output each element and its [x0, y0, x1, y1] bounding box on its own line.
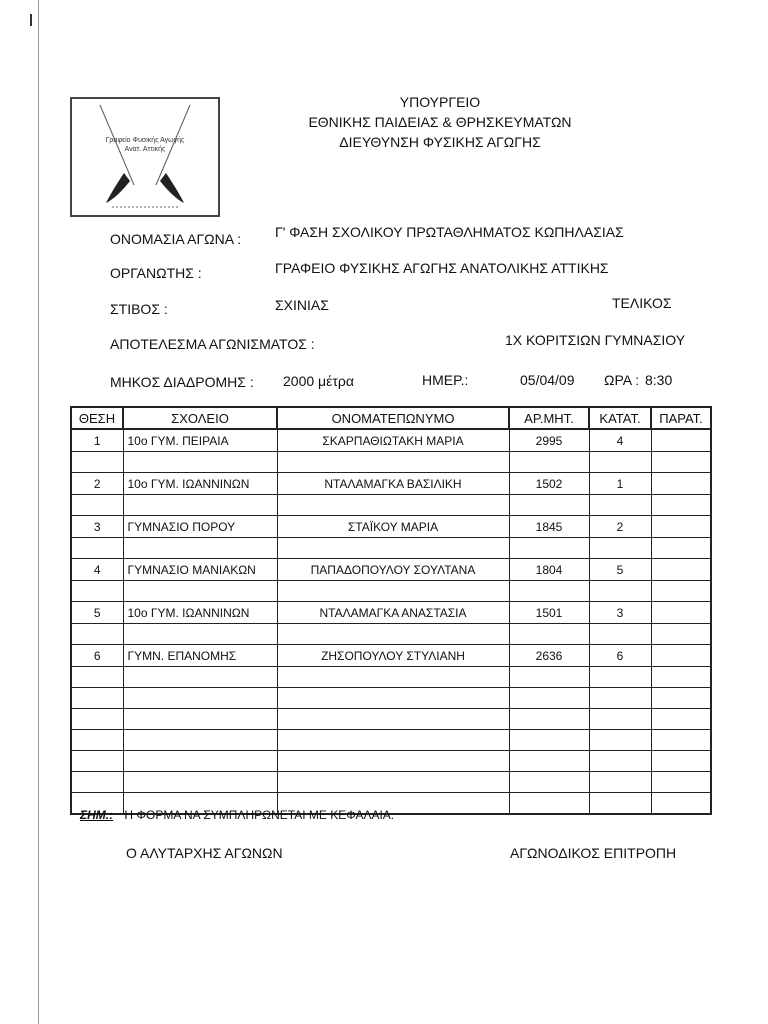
- result-value: 1Χ ΚΟΡΙΤΣΙΩΝ ΓΥΜΝΑΣΙΟΥ: [505, 332, 686, 348]
- table-row: [71, 473, 711, 495]
- table-row-spacer: [71, 452, 711, 473]
- race-name-label: ΟΝΟΜΑΣΙΑ ΑΓΩΝΑ :: [110, 231, 242, 247]
- form-note: [80, 808, 394, 822]
- table-row: [71, 559, 711, 581]
- table-row: [71, 429, 711, 452]
- distance-label: ΜΗΚΟΣ ΔΙΑΔΡΟΜΗΣ :: [110, 374, 254, 390]
- ministry-line1: ΥΠΟΥΡΓΕΙΟ: [399, 94, 481, 110]
- cell-name: ΝΤΑΛΑΜΑΓΚΑ ΑΝΑΣΤΑΣΙΑ: [277, 602, 509, 624]
- note-label: ΣΗΜ.:: [80, 808, 114, 822]
- course-label: ΣΤΙΒΟΣ :: [110, 301, 168, 317]
- header-reg-number: ΑΡ.ΜΗΤ.: [509, 407, 589, 429]
- header-school: ΣΧΟΛΕΙΟ: [123, 407, 277, 429]
- referee-signature-label: Ο ΑΛΥΤΑΡΧΗΣ ΑΓΩΝΩΝ: [126, 845, 283, 861]
- date-label: ΗΜΕΡ.:: [422, 372, 469, 388]
- stage-value: ΤΕΛΙΚΟΣ: [612, 295, 672, 311]
- ministry-header: [230, 92, 650, 152]
- header-ranking: ΚΑΤΑΤ.: [589, 407, 651, 429]
- oars-emblem-icon: [72, 99, 218, 215]
- cell-school: 10ο ΓΥΜ. ΠΕΙΡΑΙΑ: [123, 429, 277, 452]
- cell-school: ΓΥΜΝ. ΕΠΑΝΟΜΗΣ: [123, 645, 277, 667]
- cell-school: 10ο ΓΥΜ. ΙΩΑΝΝΙΝΩΝ: [123, 602, 277, 624]
- office-logo: [70, 97, 220, 217]
- organizer-value: ΓΡΑΦΕΙΟ ΦΥΣΙΚΗΣ ΑΓΩΓΗΣ ΑΝΑΤΟΛΙΚΗΣ ΑΤΤΙΚΗΣ: [275, 260, 609, 276]
- cell-remarks: [651, 429, 711, 452]
- header-remarks: ΠΑΡΑΤ.: [651, 407, 711, 429]
- ministry-line3: ΔΙΕΥΘΥΝΣΗ ΦΥΣΙΚΗΣ ΑΓΩΓΗΣ: [339, 134, 541, 150]
- organizer-label: ΟΡΓΑΝΩΤΗΣ :: [110, 265, 202, 281]
- table-row: [71, 602, 711, 624]
- cell-ranking: 5: [589, 559, 651, 581]
- table-row-spacer: [71, 624, 711, 645]
- cell-position: 2: [71, 473, 123, 495]
- cell-position: 4: [71, 559, 123, 581]
- cell-reg-number: 1845: [509, 516, 589, 538]
- cell-name: ΝΤΑΛΑΜΑΓΚΑ ΒΑΣΙΛΙΚΗ: [277, 473, 509, 495]
- cell-remarks: [651, 473, 711, 495]
- cell-reg-number: 1502: [509, 473, 589, 495]
- time-value: 8:30: [645, 372, 673, 388]
- ministry-line2: ΕΘΝΙΚΗΣ ΠΑΙΔΕΙΑΣ & ΘΡΗΣΚΕΥΜΑΤΩΝ: [308, 114, 572, 130]
- table-row-empty: [71, 772, 711, 793]
- table-row-empty: [71, 730, 711, 751]
- logo-caption-line1: Γραφείο Φυσικής Αγωγής: [105, 137, 185, 144]
- table-row-spacer: [71, 538, 711, 559]
- cell-ranking: 2: [589, 516, 651, 538]
- cell-name: ΣΤΑΪΚΟΥ ΜΑΡΙΑ: [277, 516, 509, 538]
- cell-reg-number: 2995: [509, 429, 589, 452]
- race-name-value: Γ' ΦΑΣΗ ΣΧΟΛΙΚΟΥ ΠΡΩΤΑΘΛΗΜΑΤΟΣ ΚΩΠΗΛΑΣΙΑΣ: [275, 224, 624, 240]
- cell-ranking: 4: [589, 429, 651, 452]
- scan-mark: [30, 14, 32, 26]
- note-text: Η ΦΟΡΜΑ ΝΑ ΣΥΜΠΛΗΡΩΝΕΤΑΙ ΜΕ ΚΕΦΑΛΑΙΑ.: [124, 808, 395, 822]
- course-value: ΣΧΙΝΙΑΣ: [275, 297, 329, 313]
- cell-school: ΓΥΜΝΑΣΙΟ ΜΑΝΙΑΚΩΝ: [123, 559, 277, 581]
- time-label: ΩΡΑ :: [604, 372, 640, 388]
- cell-remarks: [651, 602, 711, 624]
- cell-name: ΣΚΑΡΠΑΘΙΩΤΑΚΗ ΜΑΡΙΑ: [277, 429, 509, 452]
- scan-edge-line: [38, 0, 39, 1024]
- table-row-spacer: [71, 667, 711, 688]
- cell-ranking: 6: [589, 645, 651, 667]
- table-row-empty: [71, 688, 711, 709]
- table-row-empty: [71, 709, 711, 730]
- cell-school: ΓΥΜΝΑΣΙΟ ΠΟΡΟΥ: [123, 516, 277, 538]
- cell-remarks: [651, 516, 711, 538]
- cell-reg-number: 2636: [509, 645, 589, 667]
- cell-ranking: 1: [589, 473, 651, 495]
- cell-position: 5: [71, 602, 123, 624]
- cell-ranking: 3: [589, 602, 651, 624]
- table-row: [71, 645, 711, 667]
- table-row-spacer: [71, 581, 711, 602]
- table-row: [71, 516, 711, 538]
- header-name: ΟΝΟΜΑΤΕΠΩΝΥΜΟ: [277, 407, 509, 429]
- committee-signature-label: ΑΓΩΝΟΔΙΚΟΣ ΕΠΙΤΡΟΠΗ: [510, 845, 677, 861]
- header-position: ΘΕΣΗ: [71, 407, 123, 429]
- cell-position: 3: [71, 516, 123, 538]
- date-value: 05/04/09: [520, 372, 575, 388]
- cell-position: 1: [71, 429, 123, 452]
- cell-reg-number: 1804: [509, 559, 589, 581]
- distance-value: 2000 μέτρα: [283, 373, 354, 389]
- cell-reg-number: 1501: [509, 602, 589, 624]
- logo-caption-line2: Ανατ. Αττικής: [124, 146, 166, 153]
- table-row-spacer: [71, 495, 711, 516]
- cell-position: 6: [71, 645, 123, 667]
- cell-remarks: [651, 559, 711, 581]
- cell-name: ΖΗΣΟΠΟΥΛΟΥ ΣΤΥΛΙΑΝΗ: [277, 645, 509, 667]
- results-table: [70, 406, 712, 815]
- cell-remarks: [651, 645, 711, 667]
- table-header-row: [71, 407, 711, 429]
- cell-name: ΠΑΠΑΔΟΠΟΥΛΟΥ ΣΟΥΛΤΑΝΑ: [277, 559, 509, 581]
- table-row-empty: [71, 751, 711, 772]
- result-label: ΑΠΟΤΕΛΕΣΜΑ ΑΓΩΝΙΣΜΑΤΟΣ :: [110, 336, 315, 352]
- cell-school: 10ο ΓΥΜ. ΙΩΑΝΝΙΝΩΝ: [123, 473, 277, 495]
